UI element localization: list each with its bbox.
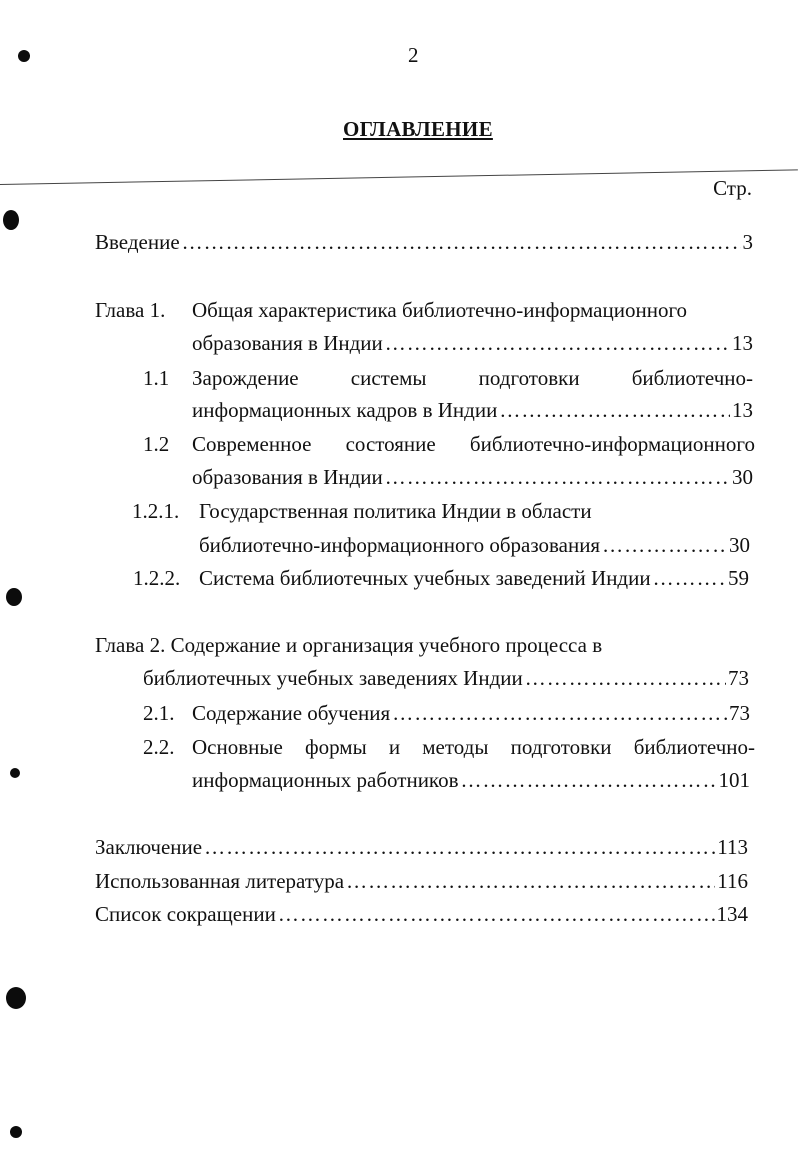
leader-dots: [392, 700, 727, 726]
page-number: 2: [408, 43, 419, 67]
word: и: [388, 735, 401, 759]
section-1-2-line1: [192, 431, 755, 457]
scan-blot: [10, 768, 20, 778]
section-2-2-number: 2.2.: [143, 735, 175, 759]
section-1-2-2-number: 1.2.2.: [133, 566, 181, 590]
word: методы: [422, 735, 489, 759]
scan-blot: [6, 588, 22, 606]
section-2-1-number: 2.1.: [143, 701, 175, 725]
toc-entry-page: 13: [732, 398, 753, 422]
section-2-2-line1: [192, 734, 755, 760]
leader-dots: [525, 665, 726, 691]
leader-dots: [499, 397, 730, 423]
leader-dots: [653, 565, 726, 591]
toc-entry-label: образования в Индии: [192, 465, 383, 489]
chapter2-title-line1: Глава 2. Содержание и организация учебного процесса в: [95, 633, 603, 657]
toc-entry-2-2: [192, 767, 750, 793]
leader-dots: [182, 229, 741, 255]
toc-entry-1-2: [192, 464, 753, 490]
word: библиотечно-информационного: [469, 432, 755, 456]
page-column-label: Стр.: [713, 176, 752, 200]
leader-dots: [602, 532, 727, 558]
scan-blot: [10, 1126, 22, 1138]
toc-title: ОГЛАВЛЕНИЕ: [343, 117, 493, 141]
toc-entry-page: 113: [717, 835, 748, 859]
word: системы: [350, 366, 427, 390]
word: подготовки: [510, 735, 612, 759]
leader-dots: [346, 868, 715, 894]
toc-entry-chapter2: [143, 665, 749, 691]
toc-entry-label: библиотечных учебных заведениях Индии: [143, 666, 523, 690]
toc-entry-page: 3: [742, 230, 753, 254]
section-1-1-line1: [192, 365, 753, 391]
toc-entry-label: Заключение: [95, 835, 203, 859]
toc-entry-1-2-2: [199, 565, 749, 591]
word: библиотечно-: [633, 735, 755, 759]
section-1-2-number: 1.2: [143, 432, 170, 456]
word: библиотечно-: [631, 366, 753, 390]
scan-line-artifact: [0, 169, 798, 185]
toc-entry-label: Содержание обучения: [192, 701, 391, 725]
toc-entry-label: информационных кадров в Индии: [192, 398, 498, 422]
toc-entry-page: 116: [717, 869, 748, 893]
word: подготовки: [478, 366, 580, 390]
word: Основные: [192, 735, 283, 759]
scan-blot: [18, 50, 30, 62]
scan-blot: [6, 987, 26, 1009]
toc-entry-2-1: [192, 700, 750, 726]
toc-entry-page: 59: [728, 566, 749, 590]
word: Зарождение: [192, 366, 299, 390]
toc-entry-page: 73: [728, 666, 749, 690]
toc-entry-label: информационных работников: [192, 768, 459, 792]
toc-entry-page: 101: [718, 768, 750, 792]
leader-dots: [460, 767, 716, 793]
section-1-1-number: 1.1: [143, 366, 170, 390]
toc-entry-label: Введение: [95, 230, 180, 254]
toc-entry-label: Использованная литература: [95, 869, 345, 893]
toc-entry-chapter1: [192, 330, 753, 356]
toc-entry-literature: [95, 868, 748, 894]
toc-entry-conclusion: [95, 834, 748, 860]
leader-dots: [385, 464, 730, 490]
leader-dots: [278, 901, 715, 927]
leader-dots: [204, 834, 715, 860]
chapter1-prefix: Глава 1.: [95, 298, 166, 322]
toc-entry-page: 13: [732, 331, 753, 355]
toc-entry-label: Система библиотечных учебных заведений Индии: [199, 566, 651, 590]
toc-entry-label: библиотечно-информационного образования: [199, 533, 601, 557]
leader-dots: [385, 330, 730, 356]
toc-entry-1-1: [192, 397, 753, 423]
scan-blot: [3, 210, 19, 230]
word: формы: [304, 735, 367, 759]
toc-entry-label: Список сокращении: [95, 902, 276, 926]
section-1-2-1-line1: Государственная политика Индии в области: [199, 499, 592, 523]
word: Современное: [192, 432, 312, 456]
toc-entry-label: образования в Индии: [192, 331, 383, 355]
section-1-2-1-number: 1.2.1.: [132, 499, 180, 523]
toc-entry-page: 30: [729, 533, 750, 557]
toc-entry-abbreviations: [95, 901, 748, 927]
toc-entry-page: 134: [716, 902, 748, 926]
toc-entry-1-2-1: [199, 532, 750, 558]
toc-entry-page: 30: [732, 465, 753, 489]
chapter1-title-line1: Общая характеристика библиотечно-информационного: [192, 298, 688, 322]
toc-entry-intro: [95, 229, 753, 255]
toc-entry-page: 73: [729, 701, 750, 725]
word: состояние: [345, 432, 436, 456]
